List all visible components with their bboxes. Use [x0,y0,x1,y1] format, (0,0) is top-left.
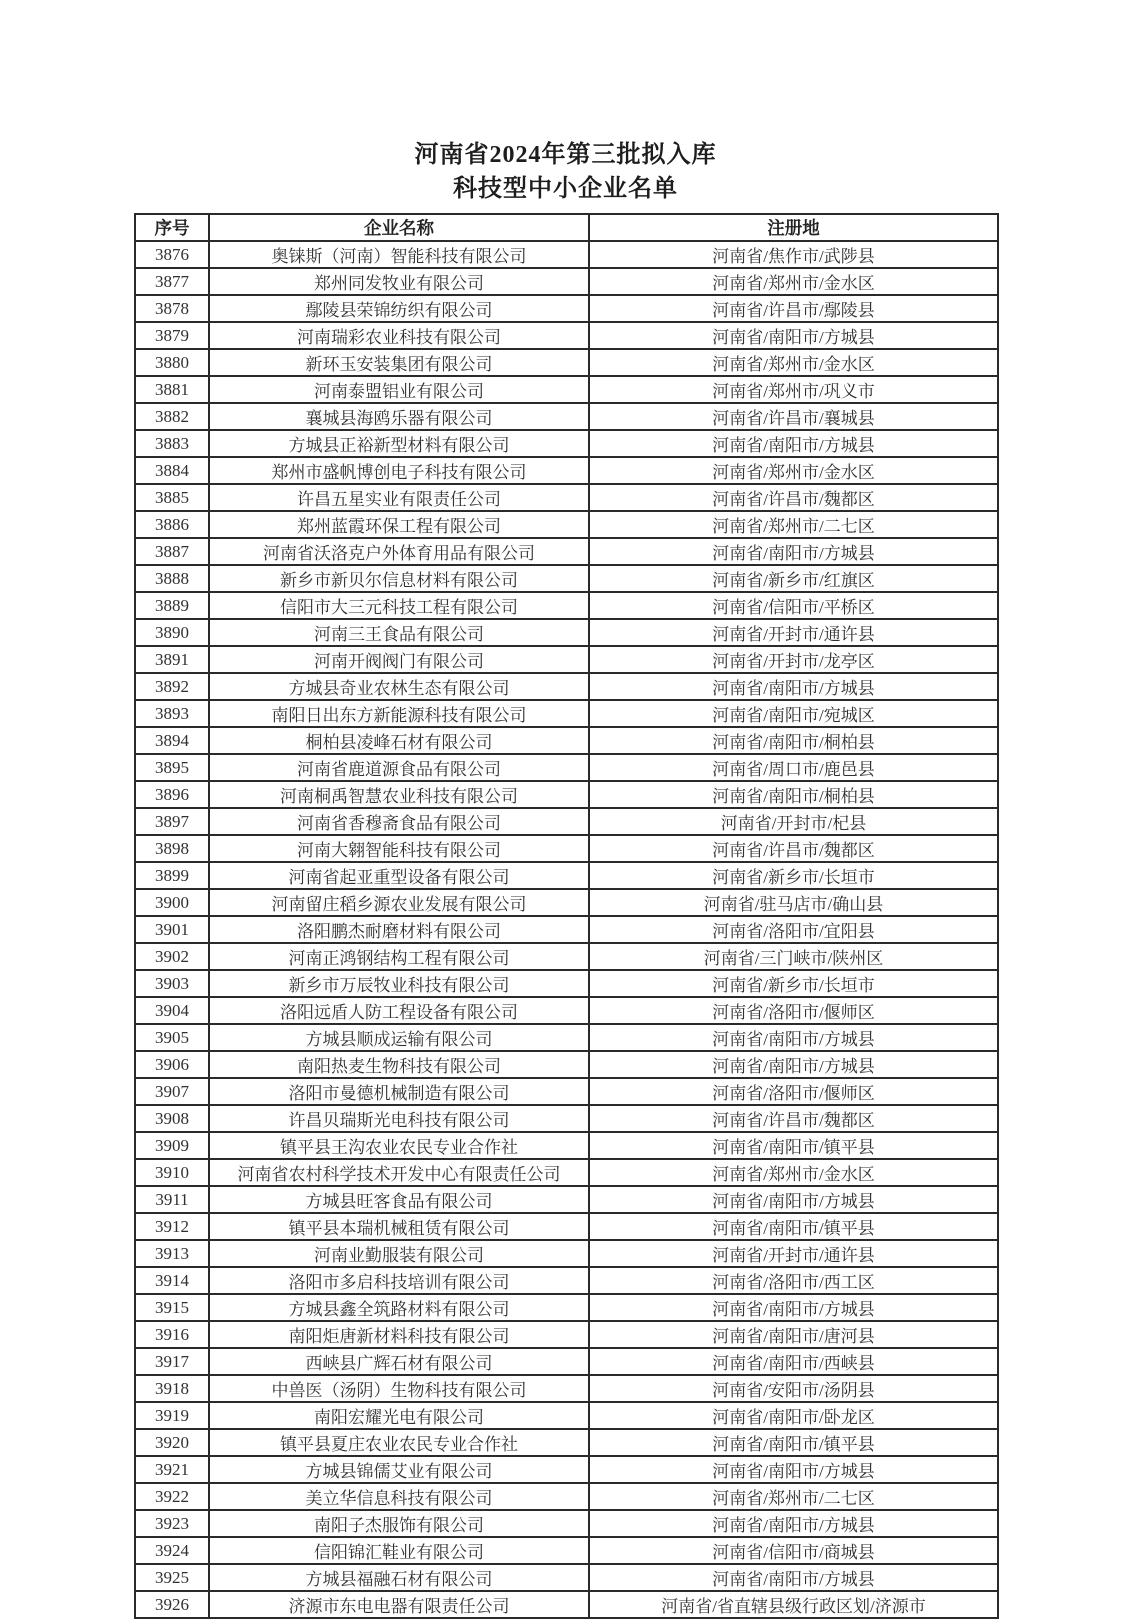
table-row [135,457,998,484]
row-company-name: 郑州蓝霞环保工程有限公司 [209,511,589,538]
row-registration-location: 河南省/郑州市/二七区 [589,511,998,538]
row-serial-number: 3884 [135,457,209,484]
row-company-name: 洛阳鹏杰耐磨材料有限公司 [209,916,589,943]
row-registration-location: 河南省/郑州市/金水区 [589,1159,998,1186]
table-row [135,646,998,673]
table-row [135,403,998,430]
row-company-name: 河南开阀阀门有限公司 [209,646,589,673]
row-serial-number: 3877 [135,268,209,295]
title-line-1: 河南省2024年第三批拟入库 [414,142,717,168]
row-serial-number: 3900 [135,889,209,916]
table-row [135,1132,998,1159]
table-row [135,862,998,889]
table-row [135,1483,998,1510]
row-registration-location: 河南省/南阳市/方城县 [589,1186,998,1213]
row-company-name: 桐柏县凌峰石材有限公司 [209,727,589,754]
row-serial-number: 3910 [135,1159,209,1186]
row-registration-location: 河南省/洛阳市/偃师区 [589,997,998,1024]
row-company-name: 河南省鹿道源食品有限公司 [209,754,589,781]
title-line-2: 科技型中小企业名单 [453,176,678,202]
row-company-name: 南阳子杰服饰有限公司 [209,1510,589,1537]
row-serial-number: 3917 [135,1348,209,1375]
table-row [135,1159,998,1186]
table-row [135,322,998,349]
row-serial-number: 3909 [135,1132,209,1159]
table-row [135,1348,998,1375]
header-company-name: 企业名称 [209,214,589,241]
table-row [135,1186,998,1213]
row-company-name: 信阳锦汇鞋业有限公司 [209,1537,589,1564]
table-row [135,268,998,295]
row-company-name: 方城县鑫全筑路材料有限公司 [209,1294,589,1321]
table-row [135,1591,998,1618]
row-registration-location: 河南省/南阳市/镇平县 [589,1429,998,1456]
row-registration-location: 河南省/开封市/通许县 [589,619,998,646]
row-registration-location: 河南省/洛阳市/宜阳县 [589,916,998,943]
row-company-name: 镇平县王沟农业农民专业合作社 [209,1132,589,1159]
row-company-name: 南阳热麦生物科技有限公司 [209,1051,589,1078]
table-row [135,1078,998,1105]
row-company-name: 河南留庄稻乡源农业发展有限公司 [209,889,589,916]
row-company-name: 方城县旺客食品有限公司 [209,1186,589,1213]
row-company-name: 洛阳市曼德机械制造有限公司 [209,1078,589,1105]
row-serial-number: 3911 [135,1186,209,1213]
row-registration-location: 河南省/新乡市/红旗区 [589,565,998,592]
row-registration-location: 河南省/南阳市/方城县 [589,1456,998,1483]
row-company-name: 信阳市大三元科技工程有限公司 [209,592,589,619]
row-serial-number: 3912 [135,1213,209,1240]
row-registration-location: 河南省/省直辖县级行政区划/济源市 [589,1591,998,1618]
row-serial-number: 3876 [135,241,209,268]
row-company-name: 南阳宏耀光电有限公司 [209,1402,589,1429]
row-registration-location: 河南省/南阳市/镇平县 [589,1213,998,1240]
row-company-name: 河南正鸿钢结构工程有限公司 [209,943,589,970]
row-serial-number: 3905 [135,1024,209,1051]
row-serial-number: 3908 [135,1105,209,1132]
table-row [135,430,998,457]
row-company-name: 方城县正裕新型材料有限公司 [209,430,589,457]
row-registration-location: 河南省/南阳市/方城县 [589,1564,998,1591]
table-row [135,1051,998,1078]
row-serial-number: 3885 [135,484,209,511]
row-company-name: 鄢陵县荣锦纺织有限公司 [209,295,589,322]
table-row [135,511,998,538]
row-company-name: 河南省农村科学技术开发中心有限责任公司 [209,1159,589,1186]
row-registration-location: 河南省/周口市/鹿邑县 [589,754,998,781]
table-row [135,1429,998,1456]
table-row [135,970,998,997]
row-company-name: 济源市东电电器有限责任公司 [209,1591,589,1618]
row-registration-location: 河南省/开封市/通许县 [589,1240,998,1267]
table-row [135,1105,998,1132]
table-row [135,565,998,592]
row-serial-number: 3920 [135,1429,209,1456]
row-company-name: 洛阳远盾人防工程设备有限公司 [209,997,589,1024]
row-serial-number: 3916 [135,1321,209,1348]
row-registration-location: 河南省/郑州市/金水区 [589,349,998,376]
row-company-name: 郑州市盛帆博创电子科技有限公司 [209,457,589,484]
row-serial-number: 3890 [135,619,209,646]
row-serial-number: 3918 [135,1375,209,1402]
row-company-name: 河南省起亚重型设备有限公司 [209,862,589,889]
row-company-name: 洛阳市多启科技培训有限公司 [209,1267,589,1294]
row-registration-location: 河南省/南阳市/镇平县 [589,1132,998,1159]
table-row [135,376,998,403]
page-title [0,0,1131,206]
row-serial-number: 3913 [135,1240,209,1267]
row-company-name: 方城县奇业农林生态有限公司 [209,673,589,700]
table-row [135,295,998,322]
table-row [135,1537,998,1564]
row-registration-location: 河南省/三门峡市/陕州区 [589,943,998,970]
row-registration-location: 河南省/驻马店市/确山县 [589,889,998,916]
row-serial-number: 3889 [135,592,209,619]
row-registration-location: 河南省/新乡市/长垣市 [589,862,998,889]
row-registration-location: 河南省/南阳市/卧龙区 [589,1402,998,1429]
row-company-name: 美立华信息科技有限公司 [209,1483,589,1510]
row-company-name: 方城县顺成运输有限公司 [209,1024,589,1051]
row-serial-number: 3923 [135,1510,209,1537]
table-row [135,1240,998,1267]
table-row [135,673,998,700]
table-row [135,781,998,808]
header-registration-location: 注册地 [589,214,998,241]
table-row [135,1375,998,1402]
row-company-name: 镇平县夏庄农业农民专业合作社 [209,1429,589,1456]
table-row [135,1213,998,1240]
row-serial-number: 3888 [135,565,209,592]
header-serial-number: 序号 [135,214,209,241]
row-serial-number: 3922 [135,1483,209,1510]
row-registration-location: 河南省/南阳市/方城县 [589,673,998,700]
row-registration-location: 河南省/郑州市/二七区 [589,1483,998,1510]
row-registration-location: 河南省/许昌市/鄢陵县 [589,295,998,322]
row-company-name: 许昌五星实业有限责任公司 [209,484,589,511]
row-company-name: 新环玉安装集团有限公司 [209,349,589,376]
table-row [135,592,998,619]
row-serial-number: 3896 [135,781,209,808]
row-serial-number: 3899 [135,862,209,889]
row-serial-number: 3897 [135,808,209,835]
row-company-name: 西峡县广辉石材有限公司 [209,1348,589,1375]
row-registration-location: 河南省/安阳市/汤阴县 [589,1375,998,1402]
table-row [135,943,998,970]
row-company-name: 奥铼斯（河南）智能科技有限公司 [209,241,589,268]
row-serial-number: 3882 [135,403,209,430]
row-serial-number: 3914 [135,1267,209,1294]
table-body [135,241,998,1618]
row-registration-location: 河南省/南阳市/宛城区 [589,700,998,727]
row-serial-number: 3907 [135,1078,209,1105]
row-serial-number: 3883 [135,430,209,457]
row-registration-location: 河南省/洛阳市/西工区 [589,1267,998,1294]
row-company-name: 河南省香穆斋食品有限公司 [209,808,589,835]
table-row [135,997,998,1024]
row-registration-location: 河南省/南阳市/方城县 [589,538,998,565]
row-serial-number: 3894 [135,727,209,754]
row-registration-location: 河南省/南阳市/桐柏县 [589,781,998,808]
table-row [135,1456,998,1483]
row-company-name: 南阳炬唐新材料科技有限公司 [209,1321,589,1348]
row-company-name: 南阳日出东方新能源科技有限公司 [209,700,589,727]
row-serial-number: 3880 [135,349,209,376]
table-row [135,1321,998,1348]
table-header-row [135,214,998,241]
row-registration-location: 河南省/郑州市/巩义市 [589,376,998,403]
row-serial-number: 3926 [135,1591,209,1618]
row-registration-location: 河南省/许昌市/襄城县 [589,403,998,430]
table-row [135,754,998,781]
row-registration-location: 河南省/南阳市/方城县 [589,1024,998,1051]
row-serial-number: 3879 [135,322,209,349]
table-row [135,916,998,943]
row-registration-location: 河南省/许昌市/魏都区 [589,484,998,511]
row-company-name: 中兽医（汤阴）生物科技有限公司 [209,1375,589,1402]
row-registration-location: 河南省/南阳市/方城县 [589,322,998,349]
table-row [135,700,998,727]
table-row [135,619,998,646]
table-row [135,1402,998,1429]
row-company-name: 河南业勤服装有限公司 [209,1240,589,1267]
row-registration-location: 河南省/新乡市/长垣市 [589,970,998,997]
row-serial-number: 3915 [135,1294,209,1321]
row-company-name: 河南三王食品有限公司 [209,619,589,646]
row-company-name: 河南大翱智能科技有限公司 [209,835,589,862]
row-company-name: 许昌贝瑞斯光电科技有限公司 [209,1105,589,1132]
row-serial-number: 3887 [135,538,209,565]
row-company-name: 方城县锦儒艾业有限公司 [209,1456,589,1483]
row-registration-location: 河南省/信阳市/商城县 [589,1537,998,1564]
row-serial-number: 3924 [135,1537,209,1564]
row-serial-number: 3895 [135,754,209,781]
table-row [135,241,998,268]
row-company-name: 河南桐禹智慧农业科技有限公司 [209,781,589,808]
row-registration-location: 河南省/郑州市/金水区 [589,457,998,484]
row-company-name: 襄城县海鸥乐器有限公司 [209,403,589,430]
table-row [135,1024,998,1051]
company-table [134,213,999,1619]
table-row [135,349,998,376]
table-row [135,835,998,862]
table-row [135,808,998,835]
row-company-name: 镇平县本瑞机械租赁有限公司 [209,1213,589,1240]
row-company-name: 新乡市万辰牧业科技有限公司 [209,970,589,997]
row-company-name: 河南省沃洛克户外体育用品有限公司 [209,538,589,565]
row-serial-number: 3881 [135,376,209,403]
row-company-name: 新乡市新贝尔信息材料有限公司 [209,565,589,592]
row-serial-number: 3904 [135,997,209,1024]
row-registration-location: 河南省/许昌市/魏都区 [589,1105,998,1132]
row-serial-number: 3878 [135,295,209,322]
row-registration-location: 河南省/南阳市/桐柏县 [589,727,998,754]
row-serial-number: 3893 [135,700,209,727]
row-company-name: 河南瑞彩农业科技有限公司 [209,322,589,349]
row-company-name: 郑州同发牧业有限公司 [209,268,589,295]
row-registration-location: 河南省/开封市/龙亭区 [589,646,998,673]
row-serial-number: 3921 [135,1456,209,1483]
row-registration-location: 河南省/开封市/杞县 [589,808,998,835]
row-company-name: 方城县福融石材有限公司 [209,1564,589,1591]
row-registration-location: 河南省/南阳市/方城县 [589,1510,998,1537]
table-row [135,1510,998,1537]
row-registration-location: 河南省/许昌市/魏都区 [589,835,998,862]
row-serial-number: 3898 [135,835,209,862]
table-row [135,1267,998,1294]
row-serial-number: 3902 [135,943,209,970]
table-row [135,727,998,754]
row-registration-location: 河南省/南阳市/西峡县 [589,1348,998,1375]
row-company-name: 河南泰盟铝业有限公司 [209,376,589,403]
row-serial-number: 3901 [135,916,209,943]
row-serial-number: 3903 [135,970,209,997]
table-row [135,1564,998,1591]
table-row [135,484,998,511]
row-registration-location: 河南省/南阳市/方城县 [589,1294,998,1321]
table-row [135,1294,998,1321]
row-registration-location: 河南省/焦作市/武陟县 [589,241,998,268]
row-serial-number: 3892 [135,673,209,700]
row-registration-location: 河南省/郑州市/金水区 [589,268,998,295]
row-registration-location: 河南省/南阳市/唐河县 [589,1321,998,1348]
row-serial-number: 3906 [135,1051,209,1078]
row-serial-number: 3891 [135,646,209,673]
row-registration-location: 河南省/南阳市/方城县 [589,1051,998,1078]
row-registration-location: 河南省/洛阳市/偃师区 [589,1078,998,1105]
row-registration-location: 河南省/南阳市/方城县 [589,430,998,457]
row-serial-number: 3886 [135,511,209,538]
row-serial-number: 3925 [135,1564,209,1591]
row-registration-location: 河南省/信阳市/平桥区 [589,592,998,619]
table-row [135,889,998,916]
table-row [135,538,998,565]
row-serial-number: 3919 [135,1402,209,1429]
